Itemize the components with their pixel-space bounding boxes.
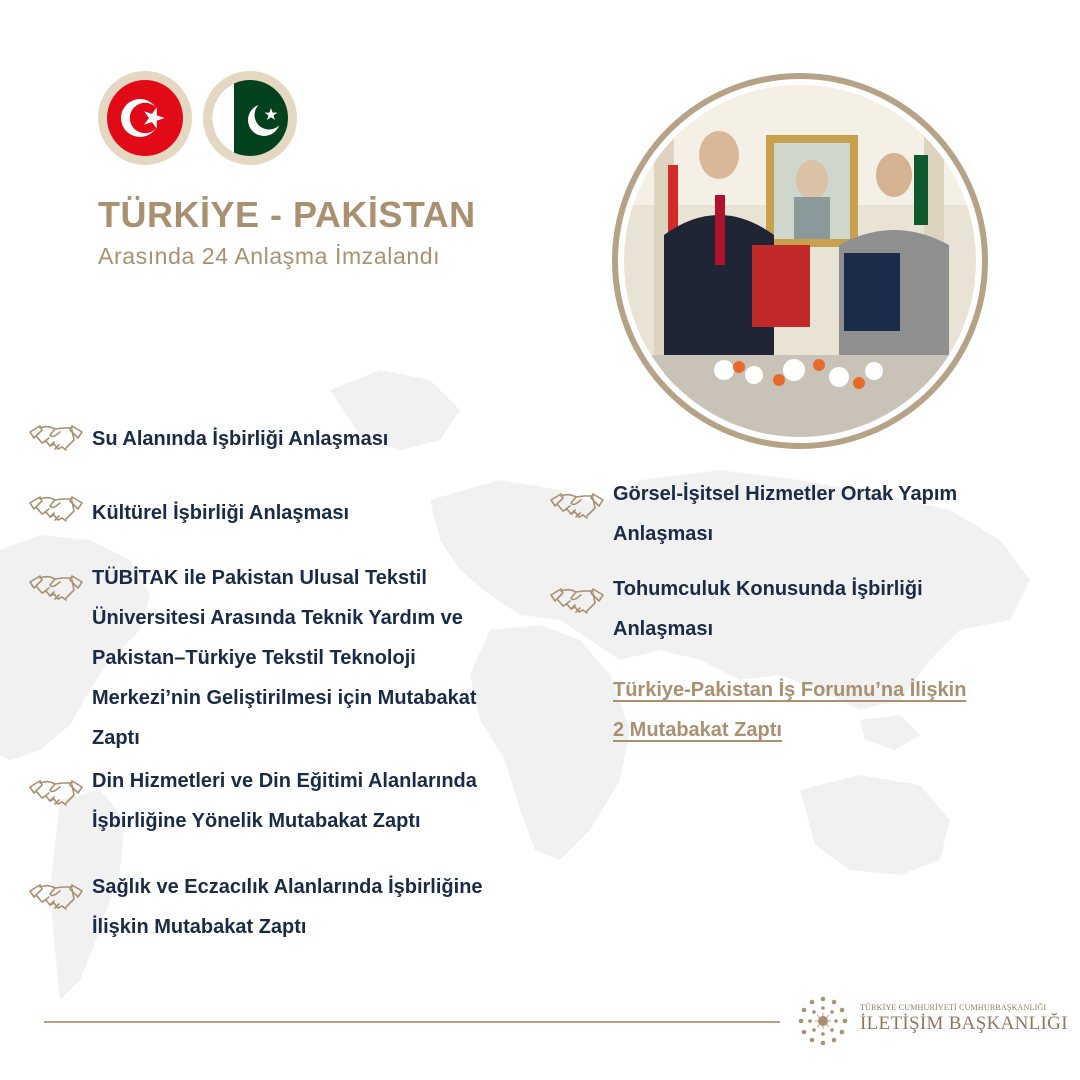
agreement-item [28,761,477,841]
agreement-item [549,569,923,649]
organization-name-small: TÜRKİYE CUMHURİYETİ CUMHURBAŞKANLIĞI [860,1003,1047,1012]
turkey-flag-badge [98,71,192,165]
handshake-icon [28,493,84,527]
agreement-text: Kültürel İşbirliği Anlaşması [92,502,350,524]
signing-ceremony-photo [624,85,976,437]
handshake-icon [28,572,84,606]
agreement-text: Görsel-İşitsel Hizmetler Ortak Yapım Anlaşması [613,483,958,545]
pakistan-flag-badge [203,71,297,165]
handshake-icon [28,422,84,456]
business-forum-link[interactable] [613,670,966,750]
page-title: TÜRKİYE - PAKİSTAN [98,194,476,235]
agreement-text: Su Alanında İşbirliği Anlaşması [92,428,389,450]
agreement-text: Sağlık ve Eczacılık Alanlarında İşbirliğine İlişkin Mutabakat Zaptı [92,876,483,938]
agreement-text: Din Hizmetleri ve Din Eğitimi Alanlarında İşbirliğine Yönelik Mutabakat Zaptı [92,770,477,832]
agreement-item [28,558,477,758]
footer-divider [44,1021,780,1023]
business-forum-link-text[interactable]: Türkiye-Pakistan İş Forumu’na İlişkin 2 Mutabakat Zaptı [613,679,967,741]
handshake-icon [549,490,605,524]
pakistan-flag-icon [212,80,288,156]
signing-ceremony-photo-frame [612,73,988,449]
handshake-icon [28,881,84,915]
handshake-icon [28,777,84,811]
presidency-emblem-icon [795,993,851,1049]
agreement-item [28,867,483,947]
organization-name: İLETİŞİM BAŞKANLIĞI [860,1013,1068,1034]
handshake-icon [549,585,605,619]
agreement-text: Tohumculuk Konusunda İşbirliği Anlaşması [613,578,923,640]
agreement-item [549,474,957,554]
page-subtitle: Arasında 24 Anlaşma İmzalandı [98,243,441,269]
agreement-text: TÜBİTAK ile Pakistan Ulusal Tekstil Üniversitesi Arasında Teknik Yardım ve Pakistan–Türkiye Tekstil Teknoloji Merkezi’nin Geliştirilmesi için Mutabakat Zaptı [92,567,477,749]
agreement-item [28,419,388,459]
agreement-item [28,493,349,533]
turkey-flag-icon [107,80,183,156]
